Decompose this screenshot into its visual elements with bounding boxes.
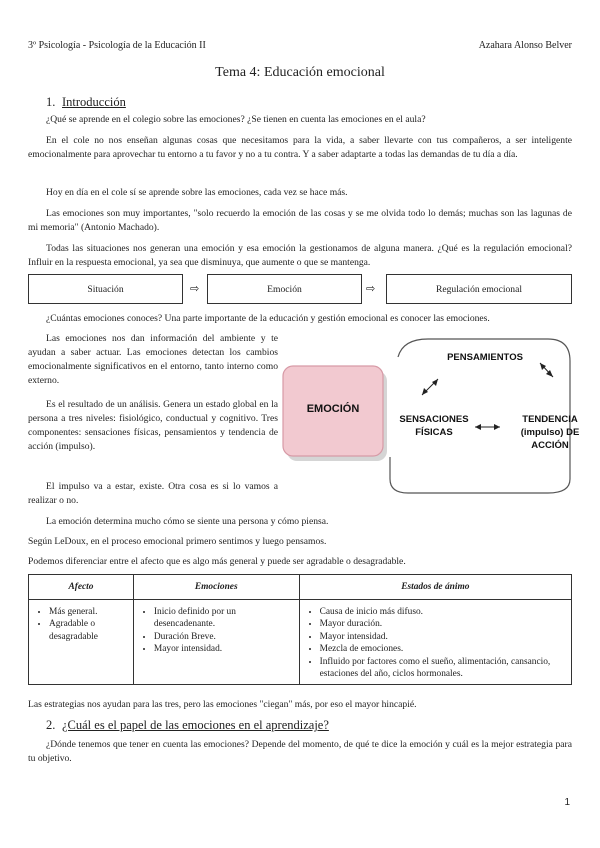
table-cell-emociones — [133, 600, 299, 685]
paragraph: Las emociones nos dan información del ambiente y te ayudan a saber actuar. Las emociones detectan los cambios emocionalmente significativos en el entorno, tanto interno como externo. — [28, 333, 278, 386]
arrowhead-icon — [475, 424, 481, 430]
paragraph: ¿Dónde tenemos que tener en cuenta las emociones? Depende del momento, de qué te dice la emoción y cuál es la mejor estrategia para tu objetivo. — [28, 739, 572, 764]
table-header: Emociones — [133, 575, 299, 600]
page-number: 1 — [564, 797, 570, 808]
paragraph: Las emociones son muy importantes, "solo recuerdo la emoción de las cosas y se me olvida todo lo demás; muchas son las lagunas de mi memoria" (Antonio Machado). — [28, 208, 572, 233]
paragraph: En el cole no nos enseñan algunas cosas que necesitamos para la vida, a saber llevarte con tus compañeros, a ser inteligente emocionalmente para aprovechar tu entorno a tu favor y no a tu contra. Y a saber adaptarte a todas las demandas de tu día a día. — [28, 135, 572, 160]
list-item: • Mayor intensidad. — [154, 643, 295, 655]
paragraph: Es el resultado de un análisis. Genera un estado global en la persona a tres niveles: fisiológico, conductual y cognitivo. Tres componentes: sensaciones físicas, pensamientos y tendencia de acción (impulso). — [28, 399, 278, 452]
section-1-number: 1. — [46, 95, 56, 109]
paragraph: Según LeDoux, en el proceso emocional primero sentimos y luego pensamos. — [28, 536, 327, 547]
list-item: • Duración Breve. — [154, 631, 295, 643]
paragraph: Todas las situaciones nos generan una emoción y esa emoción la gestionamos de alguna manera. ¿Qué es la regulación emocional? Influir en la respuesta emocional, ya sea que disminuya, que aumente o que se mantenga. — [28, 243, 572, 268]
table-cell-afecto — [29, 600, 134, 685]
list-item: • Mayor duración. — [320, 618, 567, 630]
section-2-title: ¿Cuál es el papel de las emociones en el aprendizaje? — [62, 718, 329, 732]
table-header-row — [29, 575, 572, 600]
list-item: • Causa de inicio más difuso. — [320, 606, 567, 618]
list-item: • Más general. — [49, 606, 129, 618]
section-1-heading — [46, 95, 126, 110]
paragraph: Las estrategias nos ayudan para las tres, pero las emociones "ciegan" más, por eso el mayor hincapié. — [28, 699, 417, 710]
arrow-right-icon: ⇨ — [190, 282, 200, 295]
arrowhead-icon — [432, 379, 438, 386]
list-item: • Agradable o desagradable — [49, 618, 129, 643]
diagram-emocion-label: EMOCIÓN — [306, 403, 360, 415]
paragraph: La emoción determina mucho cómo se siente una persona y cómo piensa. — [46, 516, 329, 527]
section-2-heading — [46, 718, 329, 733]
table-header: Estados de ánimo — [299, 575, 571, 600]
flow-box-emocion: Emoción — [207, 274, 362, 304]
list-item: • Inicio definido por un desencadenante. — [154, 606, 295, 631]
section-2-number: 2. — [46, 718, 56, 732]
list-item: • Influido por factores como el sueño, alimentación, cansancio, estaciones del año, ciclos hormonales. — [320, 656, 567, 681]
section-1-title: Introducción — [62, 95, 126, 109]
diagram-sensaciones-label: SENSACIONES FÍSICAS — [399, 414, 469, 438]
paragraph: ¿Cuántas emociones conoces? Una parte importante de la educación y gestión emocional es conocer las emociones. — [46, 313, 490, 324]
paragraph: ¿Qué se aprende en el colegio sobre las emociones? ¿Se tienen en cuenta las emociones en el aula? — [46, 114, 426, 125]
header-left: 3º Psicología - Psicología de la Educación II — [28, 40, 206, 51]
arrowhead-icon — [422, 388, 428, 395]
arrowhead-icon — [494, 424, 500, 430]
table-row — [29, 600, 572, 685]
header-right: Azahara Alonso Belver — [478, 40, 572, 51]
arrow-right-icon: ⇨ — [366, 282, 376, 295]
diagram-tendencia-label: TENDENCIA (impulso) DE ACCIÓN — [520, 414, 580, 451]
paragraph: Hoy en día en el cole sí se aprende sobre las emociones, cada vez se hace más. — [46, 187, 348, 198]
page-title: Tema 4: Educación emocional — [215, 65, 385, 80]
list-item: • Mayor intensidad. — [320, 631, 567, 643]
affect-comparison-table — [28, 574, 572, 685]
diagram-pensamientos-label: PENSAMIENTOS — [447, 352, 523, 363]
list-item: • Mezcla de emociones. — [320, 643, 567, 655]
table-header: Afecto — [29, 575, 134, 600]
paragraph: El impulso va a estar, existe. Otra cosa es si lo vamos a realizar o no. — [28, 481, 278, 506]
paragraph: Podemos diferenciar entre el afecto que es algo más general y puede ser agradable o desagradable. — [28, 556, 406, 567]
flow-box-regulacion: Regulación emocional — [386, 274, 572, 304]
flow-box-situacion: Situación — [28, 274, 183, 304]
table-cell-estados — [299, 600, 571, 685]
